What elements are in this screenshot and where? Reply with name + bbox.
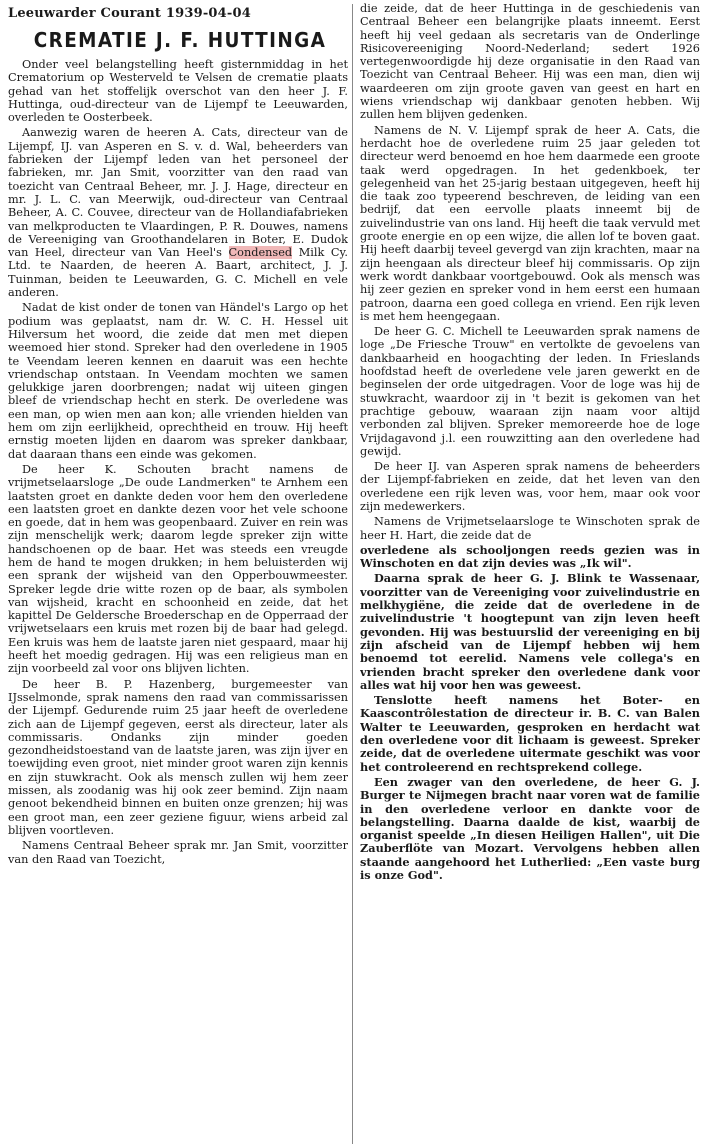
article-paragraph-bold: Daarna sprak de heer G. J. Blink te Wassenaar, voorzitter van de Vereeniging voor zuivelindustrie en melkhygiëne, die zeide dat de overledene in de zuivelindustrie 't hoogtepunt van zijn leven heeft gevonden. Hij was bestuurslid der vereeniging en bij zijn afscheid van de Lijempf hebben wij hem benoemd tot eerelid. Namens vele collega's en vrienden bracht spreker den overledene dank voor alles wat hij voor hen was geweest. [360,571,700,692]
paragraph-text: Aanwezig waren de heeren A. Cats, directeur van de Lijempf, IJ. van Asperen en S. v. d. Wal, beheerders van fabrieken der Lijempf leden van het personeel der fabrieken, mr. Jan Smit, voorzitter van den raad van toezicht van Centraal Beheer, mr. J. J. Hage, directeur en mr. J. L. C. van Meerwijk, oud-directeur van Centraal Beheer, A. C. Couvee, directeur van de Hollandiafabrieken van melkproducten te Vlaardingen, P. R. Douwes, namens de Vereeniging van Groothandelaren in Boter, E. Dudok van Heel, directeur van Van Heel's [8,126,348,260]
article-paragraph: De heer K. Schouten bracht namens de vrijmetselaarsloge „De oude Landmerken" te Arnhem een laatsten groet en dankte deden voor hem den overledene een laatsten groet en dankte dezen voor het vele schoone en goede, dat in hem was geopenbaard. Zuiver en rein was zijn menschelijk werk; daarom legde spreker zijn witte handschoenen op de baar. Het was steeds een vreugde hem de hand te mogen drukken; in hem beluisterden wij een sprank der wijsheid van den Opperbouwmeester. Spreker legde drie witte rozen op de baar, als symbolen van wijsheid, kracht en schoonheid en zeide, dat het kapittel De Geldersche Broederschap en de Opperraad der vrijwetselaars een kruis met rozen bij de baar had gelegd. Een kruis was hem de laatste jaren niet gespaard, maar hij heeft het moedig gedragen. Hij was een religieus man en zijn voorbeeld zal voor ons blijven lichten. [8,462,348,676]
article-paragraph: Namens de N. V. Lijempf sprak de heer A. Cats, die herdacht hoe de overledene ruim 25 jaar geleden tot directeur werd benoemd en hoe hem daarmede een groote taak werd opgedragen. In het gedenkboek, ter gelegenheid van het 25-jarig bestaan uitgegeven, heeft hij die taak zoo typeerend beschreven, de leiding van een bedrijf, dat een eervolle plaats inneemt bij de zuivelindustrie van ons land. Hij heeft die taak vervuld met groote energie en op een wijze, die allen lof te boven gaat. Hij heeft daarbij teveel gevergd van zijn krachten, maar na zijn heengaan als directeur bleef hij commissaris. Op zijn werk wordt dankbaar voortgebouwd. Ook als mensch was hij zeer gezien en spreker vond in hem eerst een humaan patroon, daarna een goed collega en vriend. Een rijk leven is met hem heengegaan. [360,123,700,323]
article-paragraph: Namens Centraal Beheer sprak mr. Jan Smit, voorzitter van den Raad van Toezicht, [8,839,348,866]
article-paragraph: Onder veel belangstelling heeft gisternmiddag in het Crematorium op Westerveld te Velsen de crematie plaats gehad van het stoffelijk overschot van den heer J. F. Huttinga, oud-directeur van de Lijempf te Leeuwarden, overleden te Oosterbeek. [8,58,348,125]
article-paragraph: De heer G. C. Michell te Leeuwarden sprak namens de loge „De Friesche Trouw" en vertolkte de gevoelens van dankbaarheid en hoogachting der leden. In Frieslands hoofdstad heeft de overledene vele jaren gewerkt en de beginselen der orde uitgedragen. Voor de loge was hij de stuwkracht, waardoor zij in 't bezit is gekomen van het prachtige gebouw, waaraan zijn naam voor altijd verbonden zal blijven. Spreker memoreerde hoe de loge Vrijdagavond j.l. een rouwzitting aan den overledene had gewijd. [360,325,700,458]
newspaper-source-date: Leeuwarder Courant 1939-04-04 [8,6,252,21]
article-paragraph: Nadat de kist onder de tonen van Händel's Largo op het podium was geplaatst, nam dr. W. C. H. Hessel uit Hilversum het woord, die zeide dat men met diepen weemoed hier stond. Spreker had den overledene in 1905 te Veendam leeren kennen en daaruit was een hechte vriendschap ontstaan. In Veendam mochten we samen gelukkige jaren doorbrengen; nadat wij uiteen gingen bleef de vriendschap hecht en sterk. De overledene was een man, op wien men aan kon; alle vrienden hielden van hem om zijn eerlijkheid, oprechtheid en trouw. Hij heeft ernstig moeten lijden en daarom was spreker dankbaar, dat daaraan thans een einde was gekomen. [8,301,348,461]
article-column-right [360,2,700,1144]
article-paragraph-bold: Tenslotte heeft namens het Boter- en Kaascontrôlestation de directeur ir. B. C. van Balen Walter te Leeuwarden, gesproken en herdacht wat den overledene voor dit lichaam is geweest. Spreker zeide, dat de overledene uitermate geschikt was voor het controleerend en rechtsprekend college. [360,693,700,774]
article-paragraph: De heer IJ. van Asperen sprak namens de beheerders der Lijempf-fabrieken en zeide, dat het leven van den overledene een rijk leven was, voor hem, maar ook voor zijn medewerkers. [360,460,700,513]
article-paragraph: De heer B. P. Hazenberg, burgemeester van IJsselmonde, sprak namens den raad van commissarissen der Lijempf. Gedurende ruim 25 jaar heeft de overledene zich aan de Lijempf gegeven, eerst als directeur, later als commissaris. Ondanks zijn minder goeden gezondheidstoestand van de laatste jaren, was zijn ijver en toewijding even groot, niet minder groot waren zijn kennis en zijn stuwkracht. Ook als mensch zullen wij hem zeer missen, als zoodanig was hij ook zeer bemind. Zijn naam genoot bekendheid binnen en buiten onze grenzen; hij was een groot man, een zeer geziene figuur, wiens arbeid zal blijven voortleven. [8,677,348,837]
highlighted-word: Condensed [228,246,293,260]
paragraph-text: Milk Cy. Ltd. te Naarden, de heeren A. Baart, architect, J. J. Tuinman, beiden te Leeuwarden, G. C. Michell en vele anderen. [8,246,348,300]
article-paragraph-bold: overledene als schooljongen reeds gezien was in Winschoten en dat zijn devies was „Ik wil". [360,542,700,571]
article-paragraph [8,126,348,299]
article-title: CREMATIE J. F. HUTTINGA [33,28,327,52]
article-column-left [8,58,348,1142]
article-paragraph: die zeide, dat de heer Huttinga in de geschiedenis van Centraal Beheer een belangrijke plaats inneemt. Eerst heeft hij veel gedaan als secretaris van de Onderlinge Risicovereeniging Noord-Nederland; sedert 1926 vertegenwoordigde hij deze organisatie in den Raad van Toezicht van Centraal Beheer. Hij was een man, dien wij waardeeren om zijn groote gaven van geest en hart en wiens vriendschap wij dankbaar genoten hebben. Wij zullen hem blijven gedenken. [360,2,700,122]
article-paragraph: Namens de Vrijmetselaarsloge te Winschoten sprak de heer H. Hart, die zeide dat de [360,515,700,542]
article-paragraph-bold: Een zwager van den overledene, de heer G. J. Burger te Nijmegen bracht naar voren wat de familie in den overledene verloor en dankte voor de belangstelling. Daarna daalde de kist, waarbij de organist speelde „In diesen Heiligen Hallen", uit Die Zauberflöte van Mozart. Vervolgens hebben allen staande aangehoord het Lutherlied: „Een vaste burg is onze God". [360,774,700,882]
column-divider [352,4,353,1144]
